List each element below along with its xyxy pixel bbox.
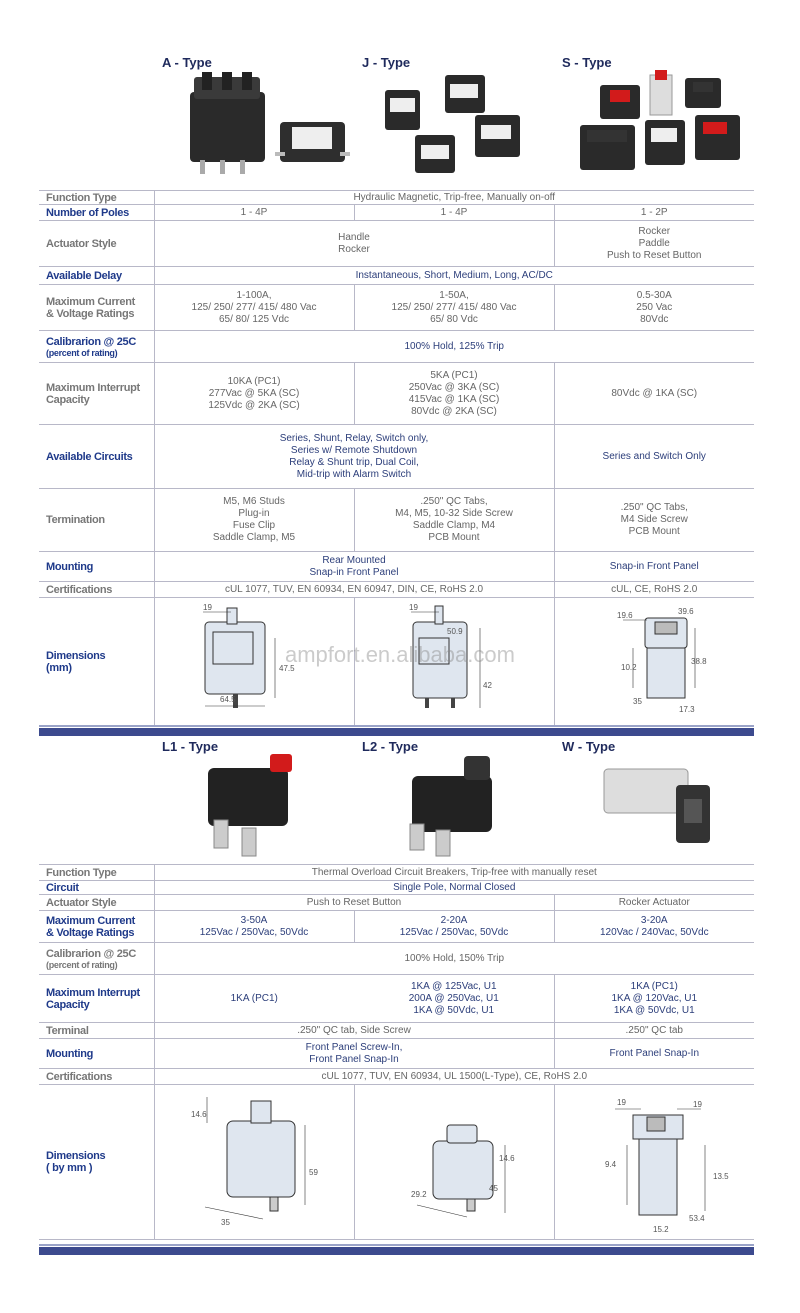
interrupt-j-line: 5KA (PC1) xyxy=(430,369,478,381)
j-type-breaker-image xyxy=(375,70,535,180)
s-dim-19-6: 19.6 xyxy=(616,611,633,620)
actuator2-l: Push to Reset Button xyxy=(154,895,554,911)
interrupt-j-line: 250Vac @ 3KA (SC) xyxy=(408,381,500,393)
mounting-aj-line: Snap-in Front Panel xyxy=(309,566,399,578)
w-dim-13-5: 13.5 xyxy=(712,1172,729,1181)
label2-dims xyxy=(39,1085,154,1240)
current-j-line: 65/ 80 Vdc xyxy=(430,313,478,325)
j-type-title: J - Type xyxy=(362,55,411,70)
watermark: ampfort.en.alibaba.com xyxy=(285,642,515,667)
label2-circuit: Circuit xyxy=(39,881,154,895)
label2-interrupt-line: Capacity xyxy=(46,998,90,1011)
l1-type-title: L1 - Type xyxy=(162,739,219,754)
l2-type-title: L2 - Type xyxy=(362,739,419,754)
certs2-value: cUL 1077, TUV, EN 60934, UL 1500(L-Type), CE, RoHS 2.0 xyxy=(154,1069,754,1085)
actuator-s-line: Rocker xyxy=(638,225,671,237)
l2-dim-29-2: 29.2 xyxy=(410,1190,427,1199)
calibration2-value: 100% Hold, 150% Trip xyxy=(154,943,754,975)
label-circuits: Available Circuits xyxy=(39,425,154,489)
l2-dim-45: 45 xyxy=(488,1184,498,1193)
termination-j-line: PCB Mount xyxy=(428,532,480,543)
current2-l1 xyxy=(154,911,354,943)
label-dims-sub: (mm) xyxy=(46,662,72,674)
row-calibration xyxy=(39,331,754,363)
interrupt2-w-line: 1KA (PC1) xyxy=(630,980,678,992)
s-dim-17-3: 17.3 xyxy=(678,705,695,714)
interrupt2-l2-line: 1KA @ 50Vdc, U1 xyxy=(413,1004,495,1016)
j-dim-19: 19 xyxy=(408,603,418,612)
interrupt-a-line: 125Vdc @ 2KA (SC) xyxy=(208,399,300,411)
s-dim-10-2: 10.2 xyxy=(620,663,637,672)
row-actuator xyxy=(39,221,754,267)
current2-w-line: 3-20A xyxy=(640,914,668,926)
label-interrupt-line: Maximum Interrupt xyxy=(46,381,140,394)
l1-dim-14-6: 14.6 xyxy=(190,1110,207,1119)
label2-calibration xyxy=(39,943,154,975)
label2-current-line: Maximum Current xyxy=(46,914,136,927)
row-mounting xyxy=(39,552,754,582)
interrupt-j-line: 80Vdc @ 2KA (SC) xyxy=(411,405,497,417)
section-divider-1 xyxy=(39,728,754,736)
l2-type-breaker-image xyxy=(400,750,510,860)
current-a-line: 65/ 80/ 125 Vdc xyxy=(218,313,290,325)
w-dim-15-2: 15.2 xyxy=(652,1225,669,1234)
circuits-aj-line: Relay & Shunt trip, Dual Coil, xyxy=(289,456,419,468)
actuator-aj xyxy=(154,221,554,267)
circuits-s: Series and Switch Only xyxy=(554,425,754,489)
w-dim-19-left: 19 xyxy=(616,1098,626,1107)
label-calibration-main: Calibrarion @ 25C xyxy=(46,335,136,348)
label-mounting: Mounting xyxy=(39,552,154,582)
circuit2-value: Single Pole, Normal Closed xyxy=(154,881,754,895)
mounting-aj-line: Rear Mounted xyxy=(322,554,386,566)
row-interrupt xyxy=(39,363,754,425)
label-dims-main: Dimensions xyxy=(46,650,106,662)
w-dim-19-right: 19 xyxy=(692,1100,702,1109)
label2-dims-main: Dimensions xyxy=(46,1150,106,1162)
label2-calibration-sub: (percent of rating) xyxy=(46,959,118,970)
termination-a xyxy=(154,489,354,552)
l2-type-dimension-drawing xyxy=(355,1085,555,1235)
dims2-l1 xyxy=(154,1085,354,1240)
calibration-value: 100% Hold, 125% Trip xyxy=(154,331,754,363)
current-j-line: 125/ 250/ 277/ 415/ 480 Vac xyxy=(391,301,517,313)
actuator-s xyxy=(554,221,754,267)
spec-table-2 xyxy=(39,864,754,1240)
row-delay xyxy=(39,267,754,285)
row-circuits xyxy=(39,425,754,489)
mounting2-l-line: Front Panel Snap-In xyxy=(309,1053,399,1065)
interrupt2-l2 xyxy=(354,975,554,1023)
interrupt2-l2-line: 200A @ 250Vac, U1 xyxy=(408,992,499,1004)
mounting2-l-line: Front Panel Screw-In, xyxy=(305,1041,403,1053)
row2-certs xyxy=(39,1069,754,1085)
circuits-aj xyxy=(154,425,554,489)
a-type-breaker-image xyxy=(180,72,360,182)
s-type-breaker-image xyxy=(575,70,750,180)
current2-l2 xyxy=(354,911,554,943)
l2-dim-14-6: 14.6 xyxy=(498,1154,515,1163)
w-dim-9-4: 9.4 xyxy=(604,1160,616,1169)
delay-value: Instantaneous, Short, Medium, Long, AC/DC xyxy=(154,267,754,285)
row-function-type xyxy=(39,191,754,205)
row-poles xyxy=(39,205,754,221)
poles-s: 1 - 2P xyxy=(554,205,754,221)
a-dim-47-5: 47.5 xyxy=(278,664,295,673)
dims2-w xyxy=(554,1085,754,1240)
l1-type-breaker-image xyxy=(200,750,310,860)
mounting2-l xyxy=(154,1039,554,1069)
termination-j-line: M4, M5, 10-32 Side Screw xyxy=(395,508,513,519)
row2-current xyxy=(39,911,754,943)
label2-actuator: Actuator Style xyxy=(39,895,154,911)
label2-interrupt xyxy=(39,975,154,1023)
current2-w-line: 120Vac / 240Vac, 50Vdc xyxy=(599,926,709,938)
s-type-dimension-drawing xyxy=(555,598,755,722)
label-termination: Termination xyxy=(39,489,154,552)
label2-current xyxy=(39,911,154,943)
termination-s xyxy=(554,489,754,552)
termination-s-line: .250" QC Tabs, xyxy=(620,502,688,513)
interrupt-a-line: 10KA (PC1) xyxy=(227,375,281,387)
certs-aj: cUL 1077, TUV, EN 60934, EN 60947, DIN, CE, RoHS 2.0 xyxy=(154,582,554,598)
circuits-aj-line: Series, Shunt, Relay, Switch only, xyxy=(279,432,429,444)
label-certs: Certifications xyxy=(39,582,154,598)
termination-a-line: Plug-in xyxy=(238,508,270,519)
s-dim-35: 35 xyxy=(632,697,642,706)
row2-terminal xyxy=(39,1023,754,1039)
label2-terminal: Terminal xyxy=(39,1023,154,1039)
s-type-title: S - Type xyxy=(562,55,612,70)
row2-function-type xyxy=(39,865,754,881)
current-s-line: 0.5-30A xyxy=(636,289,672,301)
interrupt2-w-line: 1KA @ 120Vac, U1 xyxy=(611,992,698,1004)
a-type-title: A - Type xyxy=(162,55,212,70)
section-divider-2 xyxy=(39,1247,754,1255)
s-dim-39-6: 39.6 xyxy=(677,607,694,616)
terminal2-l: .250" QC tab, Side Screw xyxy=(154,1023,554,1039)
termination-j xyxy=(354,489,554,552)
w-type-dimension-drawing xyxy=(555,1085,755,1235)
current-s-line: 80Vdc xyxy=(640,313,669,325)
label-delay: Available Delay xyxy=(39,267,154,285)
s-dim-38-8: 38.8 xyxy=(690,657,707,666)
interrupt2-l2-line: 1KA @ 125Vac, U1 xyxy=(410,980,497,992)
l1-dim-59: 59 xyxy=(308,1168,318,1177)
label-poles: Number of Poles xyxy=(39,205,154,221)
interrupt2-w xyxy=(554,975,754,1023)
label-current xyxy=(39,285,154,331)
dims-s xyxy=(554,598,754,727)
label-dims xyxy=(39,598,154,727)
termination-s-line: PCB Mount xyxy=(628,526,680,537)
interrupt2-l1: 1KA (PC1) xyxy=(154,975,354,1023)
terminal2-w: .250" QC tab xyxy=(554,1023,754,1039)
row2-mounting xyxy=(39,1039,754,1069)
label2-dims-sub: ( by mm ) xyxy=(46,1162,93,1174)
row-certs xyxy=(39,582,754,598)
termination-a-line: Fuse Clip xyxy=(232,520,276,531)
label-current-line: Maximum Current xyxy=(46,295,136,308)
interrupt-a-line: 277Vac @ 5KA (SC) xyxy=(208,387,300,399)
label-current-line: & Voltage Ratings xyxy=(46,307,135,320)
termination-j-line: .250" QC Tabs, xyxy=(420,496,488,507)
actuator-s-line: Paddle xyxy=(638,237,670,249)
current-s xyxy=(554,285,754,331)
actuator-aj-line: Handle xyxy=(338,231,370,243)
current-j xyxy=(354,285,554,331)
termination-a-line: M5, M6 Studs xyxy=(223,496,285,507)
interrupt-a xyxy=(154,363,354,425)
current2-l2-line: 2-20A xyxy=(440,914,468,926)
current2-l1-line: 125Vac / 250Vac, 50Vdc xyxy=(199,926,309,938)
label-interrupt xyxy=(39,363,154,425)
a-dim-19: 19 xyxy=(202,603,212,612)
l1-dim-35: 35 xyxy=(220,1218,230,1227)
termination-j-line: Saddle Clamp, M4 xyxy=(412,520,496,531)
label2-current-line: & Voltage Ratings xyxy=(46,926,135,939)
interrupt-j xyxy=(354,363,554,425)
circuits-aj-line: Mid-trip with Alarm Switch xyxy=(296,468,412,480)
dims2-l2 xyxy=(354,1085,554,1240)
certs-s: cUL, CE, RoHS 2.0 xyxy=(554,582,754,598)
interrupt-s: 80Vdc @ 1KA (SC) xyxy=(554,363,754,425)
interrupt2-w-line: 1KA @ 50Vdc, U1 xyxy=(613,1004,695,1016)
function-type-value: Hydraulic Magnetic, Trip-free, Manually on-off xyxy=(154,191,754,205)
mounting-aj xyxy=(154,552,554,582)
label2-mounting: Mounting xyxy=(39,1039,154,1069)
label2-interrupt-line: Maximum Interrupt xyxy=(46,986,140,999)
termination-s-line: M4 Side Screw xyxy=(620,514,688,525)
label-function-type: Function Type xyxy=(39,191,154,205)
termination-a-line: Saddle Clamp, M5 xyxy=(212,532,296,543)
function-type2-value: Thermal Overload Circuit Breakers, Trip-free with manually reset xyxy=(154,865,754,881)
l1-type-dimension-drawing xyxy=(155,1085,355,1235)
row-termination xyxy=(39,489,754,552)
label-interrupt-line: Capacity xyxy=(46,393,90,406)
j-dim-50-9: 50.9 xyxy=(446,627,463,636)
row2-interrupt xyxy=(39,975,754,1023)
label2-function-type: Function Type xyxy=(39,865,154,881)
w-dim-53-4: 53.4 xyxy=(688,1214,705,1223)
row2-actuator xyxy=(39,895,754,911)
label-actuator: Actuator Style xyxy=(39,221,154,267)
label2-calibration-main: Calibrarion @ 25C xyxy=(46,947,136,960)
current-j-line: 1-50A, xyxy=(439,289,469,301)
poles-j: 1 - 4P xyxy=(354,205,554,221)
row2-dims xyxy=(39,1085,754,1240)
row-current xyxy=(39,285,754,331)
j-dim-42: 42 xyxy=(482,681,492,690)
current-a-line: 125/ 250/ 277/ 415/ 480 Vac xyxy=(191,301,317,313)
row2-calibration xyxy=(39,943,754,975)
actuator-s-line: Push to Reset Button xyxy=(606,249,702,261)
current-a xyxy=(154,285,354,331)
current2-l1-line: 3-50A xyxy=(240,914,268,926)
mounting-s: Snap-in Front Panel xyxy=(554,552,754,582)
label-calibration xyxy=(39,331,154,363)
interrupt-j-line: 415Vac @ 1KA (SC) xyxy=(408,393,500,405)
a-dim-64-5: 64.5 xyxy=(219,695,236,704)
actuator2-w: Rocker Actuator xyxy=(554,895,754,911)
actuator-aj-line: Rocker xyxy=(338,243,370,255)
current2-w xyxy=(554,911,754,943)
current2-l2-line: 125Vac / 250Vac, 50Vdc xyxy=(399,926,509,938)
poles-a: 1 - 4P xyxy=(154,205,354,221)
circuits-aj-line: Series w/ Remote Shutdown xyxy=(290,444,418,456)
w-type-breaker-image xyxy=(600,755,720,855)
current-a-line: 1-100A, xyxy=(236,289,272,301)
mounting2-w: Front Panel Snap-In xyxy=(554,1039,754,1069)
current-s-line: 250 Vac xyxy=(636,301,673,313)
row2-circuit xyxy=(39,881,754,895)
w-type-title: W - Type xyxy=(562,739,616,754)
label2-certs: Certifications xyxy=(39,1069,154,1085)
label-calibration-sub: (percent of rating) xyxy=(46,347,118,358)
